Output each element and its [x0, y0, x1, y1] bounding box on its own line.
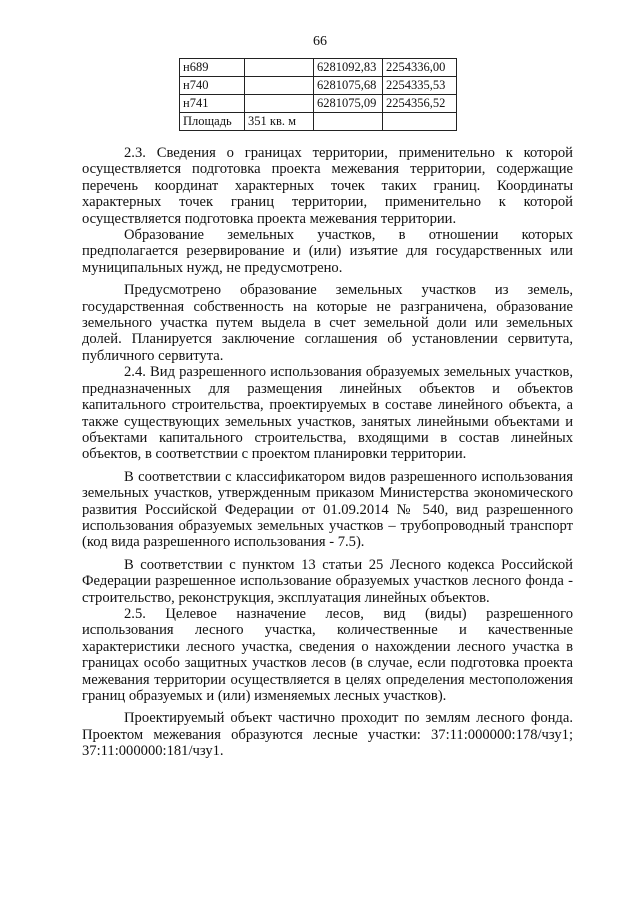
area-cell — [245, 77, 314, 95]
paragraph: Проектируемый объект частично проходит по землям лесного фонда. Проектом межевания образуются лесные участки: 37:11:000000:178/чзу1; 37:11:000000:181/чзу1. — [82, 710, 573, 760]
paragraph: В соответствии с пунктом 13 статьи 25 Лесного кодекса Российской Федерации разрешенное использование образуемых участков лесного фонда - строительство, реконструкция, эксплуатация линейных объектов. — [82, 556, 573, 606]
x-coordinate-cell: 6281075,09 — [314, 95, 383, 113]
area-cell — [245, 59, 314, 77]
page-number: 66 — [313, 34, 327, 49]
paragraph-2-5: 2.5. Целевое назначение лесов, вид (виды) разрешенного использования лесного участка, количественные и качественные характеристики лесного участка, сведения о нахождении лесного участка в границах особо защитных участков лесов (в случае, если подготовка проекта межевания территории осуществляется в целях определения местоположения границ образуемых и (или) изменяемых лесных участков). — [82, 605, 573, 704]
area-value-cell: 351 кв. м — [245, 113, 314, 131]
paragraph-2-4: 2.4. Вид разрешенного использования образуемых земельных участков, предназначенных для размещения линейных объектов и объектов капитального строительства, проектируемых в составе линейного объекта, а также существующих земельных участков, занятых линейными объектами и объектами капитального строительства, входящими в состав линейных объектов, в соответствии с проектом планировки территории. — [82, 364, 573, 463]
y-coordinate-cell — [383, 113, 457, 131]
paragraph: Образование земельных участков, в отношении которых предполагается резервирование и (или) изъятие для государственных или муниципальных нужд, не предусмотрено. — [82, 227, 573, 276]
paragraph: В соответствии с классификатором видов разрешенного использования земельных участков, утвержденным приказом Министерства экономического развития Российской Федерации от 01.09.2014 № 540, вид разрешенного использования образуемых земельных участков – трубопроводный транспорт (код вида разрешенного использования - 7.5). — [82, 468, 573, 551]
area-cell — [245, 95, 314, 113]
point-cell: н740 — [180, 77, 245, 95]
paragraph: Предусмотрено образование земельных участков из земель, государственная собственность на которые не разграничена, образование земельного участка путем выдела в счет земельной доли или земельных долей. Планируется заключение соглашения об установлении сервитута, публичного сервитута. — [82, 282, 573, 364]
x-coordinate-cell: 6281075,68 — [314, 77, 383, 95]
table-row — [180, 59, 457, 77]
paragraph-2-3: 2.3. Сведения о границах территории, применительно к которой осуществляется подготовка проекта межевания территории, содержащие перечень координат характерных точек таких границ. Координаты характерных точек границ территории, применительно к которой осуществляется подготовка проекта межевания территории. — [82, 145, 573, 227]
table-row-area — [180, 113, 457, 131]
document-body — [82, 145, 573, 760]
point-cell: н689 — [180, 59, 245, 77]
area-label-cell: Площадь — [180, 113, 245, 131]
y-coordinate-cell: 2254356,52 — [383, 95, 457, 113]
table-row — [180, 77, 457, 95]
y-coordinate-cell: 2254335,53 — [383, 77, 457, 95]
coordinates-table — [179, 58, 457, 131]
x-coordinate-cell: 6281092,83 — [314, 59, 383, 77]
table-row — [180, 95, 457, 113]
x-coordinate-cell — [314, 113, 383, 131]
point-cell: н741 — [180, 95, 245, 113]
y-coordinate-cell: 2254336,00 — [383, 59, 457, 77]
